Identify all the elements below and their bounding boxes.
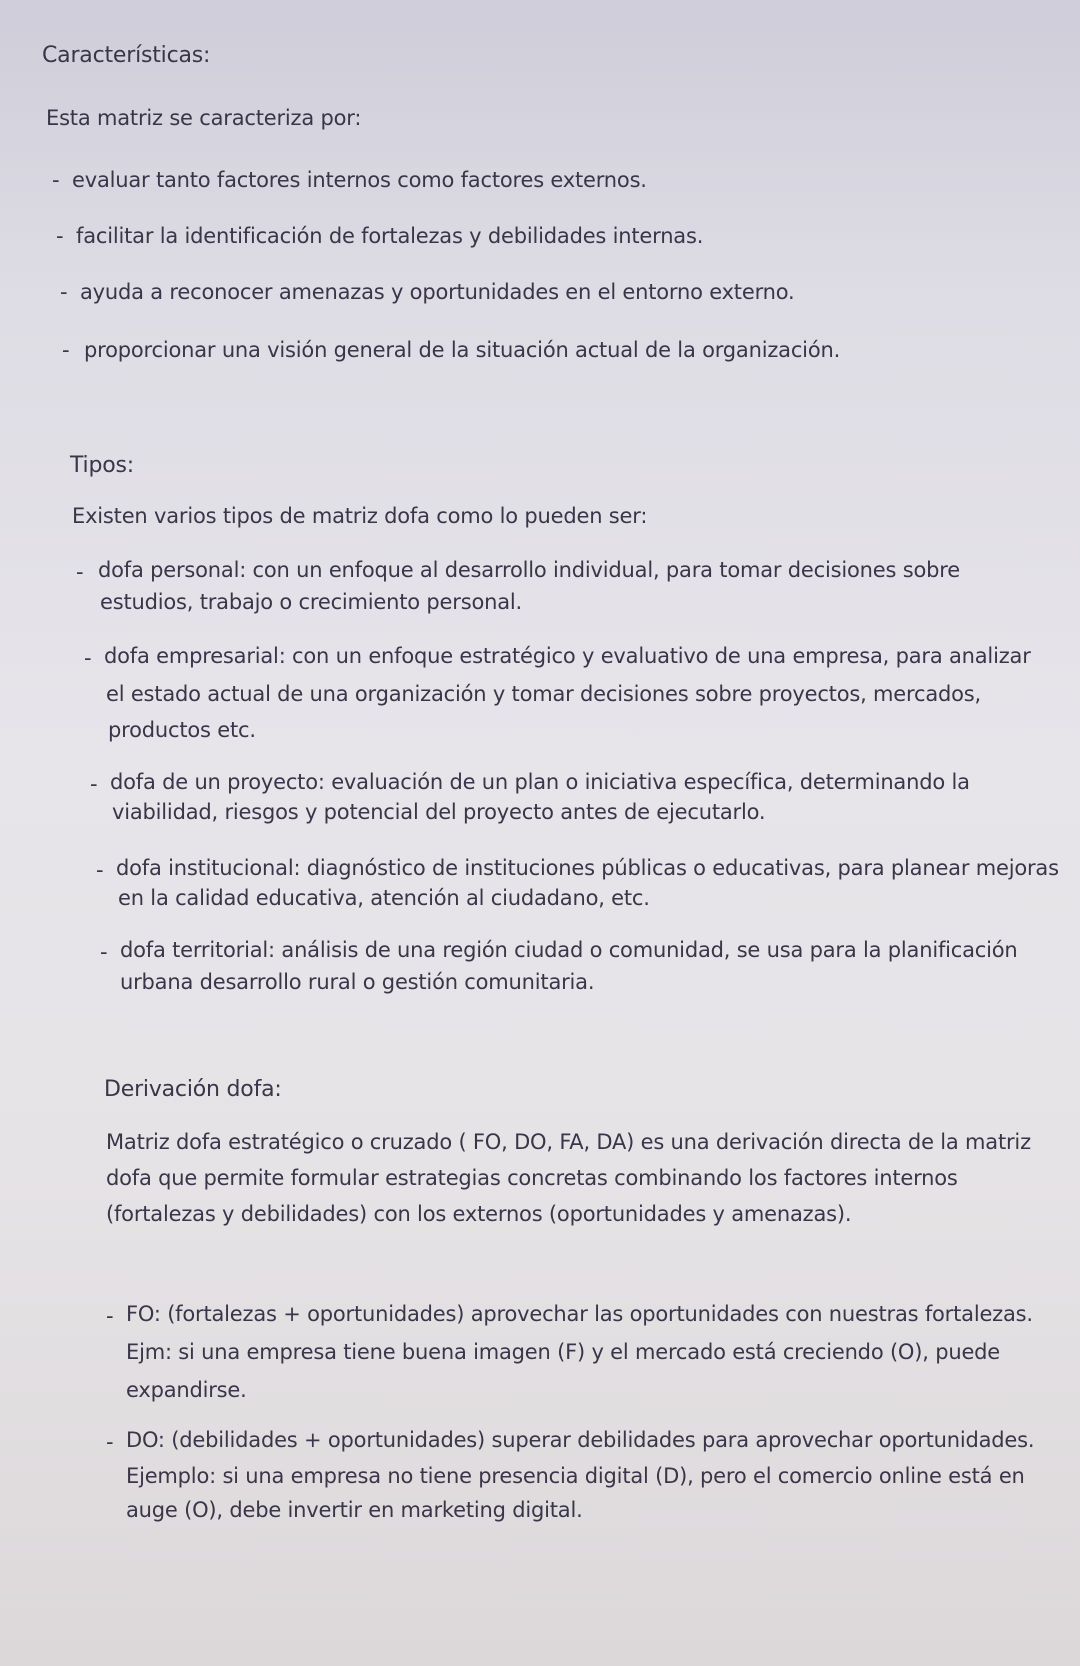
tipo-territorial-line-1: dofa territorial: análisis de una región ciudad o comunidad, se usa para la planificación	[120, 938, 1018, 962]
tipo-personal-line-2: estudios, trabajo o crecimiento personal.	[100, 590, 522, 614]
caracteristicas-intro: Esta matriz se caracteriza por:	[46, 106, 362, 130]
fo-line-3: expandirse.	[126, 1378, 247, 1402]
tipo-proyecto-line-2: viabilidad, riesgos y potencial del proyecto antes de ejecutarlo.	[112, 800, 766, 824]
bullet-dash: -	[96, 858, 104, 882]
caracteristicas-item-4: proporcionar una visión general de la situación actual de la organización.	[84, 338, 841, 362]
bullet-dash: -	[62, 338, 70, 362]
tipo-institucional-line-1: dofa institucional: diagnóstico de instituciones públicas o educativas, para planear mejoras	[116, 856, 1059, 880]
tipo-empresarial-line-2: el estado actual de una organización y tomar decisiones sobre proyectos, mercados,	[106, 682, 982, 706]
do-line-2: Ejemplo: si una empresa no tiene presencia digital (D), pero el comercio online está en	[126, 1464, 1025, 1488]
derivacion-paragraph-line-1: Matriz dofa estratégico o cruzado ( FO, DO, FA, DA) es una derivación directa de la matriz	[106, 1130, 1031, 1154]
caracteristicas-item-2: facilitar la identificación de fortalezas y debilidades internas.	[76, 224, 704, 248]
bullet-dash: -	[56, 224, 64, 248]
caracteristicas-item-3: ayuda a reconocer amenazas y oportunidades en el entorno externo.	[80, 280, 795, 304]
derivacion-heading: Derivación dofa:	[104, 1077, 282, 1102]
bullet-dash: -	[84, 646, 92, 670]
fo-line-2: Ejm: si una empresa tiene buena imagen (F) y el mercado está creciendo (O), puede	[126, 1340, 1001, 1364]
tipos-heading: Tipos:	[70, 453, 134, 478]
caracteristicas-item-1: evaluar tanto factores internos como factores externos.	[72, 168, 647, 192]
bullet-dash: -	[76, 560, 84, 584]
do-line-1: DO: (debilidades + oportunidades) superar debilidades para aprovechar oportunidades.	[126, 1428, 1035, 1452]
do-line-3: auge (O), debe invertir en marketing digital.	[126, 1498, 583, 1522]
tipo-territorial-line-2: urbana desarrollo rural o gestión comunitaria.	[120, 970, 595, 994]
tipo-empresarial-line-1: dofa empresarial: con un enfoque estratégico y evaluativo de una empresa, para analizar	[104, 644, 1031, 668]
fo-line-1: FO: (fortalezas + oportunidades) aprovechar las oportunidades con nuestras fortalezas.	[126, 1302, 1033, 1326]
tipo-personal-line-1: dofa personal: con un enfoque al desarrollo individual, para tomar decisiones sobre	[98, 558, 960, 582]
derivacion-paragraph-line-3: (fortalezas y debilidades) con los externos (oportunidades y amenazas).	[106, 1202, 852, 1226]
tipos-intro: Existen varios tipos de matriz dofa como lo pueden ser:	[72, 504, 648, 528]
tipo-proyecto-line-1: dofa de un proyecto: evaluación de un plan o iniciativa específica, determinando la	[110, 770, 970, 794]
bullet-dash: -	[60, 280, 68, 304]
bullet-dash: -	[52, 168, 60, 192]
derivacion-paragraph-line-2: dofa que permite formular estrategias concretas combinando los factores internos	[106, 1166, 958, 1190]
bullet-dash: -	[90, 772, 98, 796]
bullet-dash: -	[106, 1430, 114, 1454]
bullet-dash: -	[106, 1304, 114, 1328]
caracteristicas-heading: Características:	[42, 43, 211, 68]
bullet-dash: -	[100, 940, 108, 964]
tipo-empresarial-line-3: productos etc.	[108, 718, 256, 742]
tipo-institucional-line-2: en la calidad educativa, atención al ciudadano, etc.	[118, 886, 650, 910]
